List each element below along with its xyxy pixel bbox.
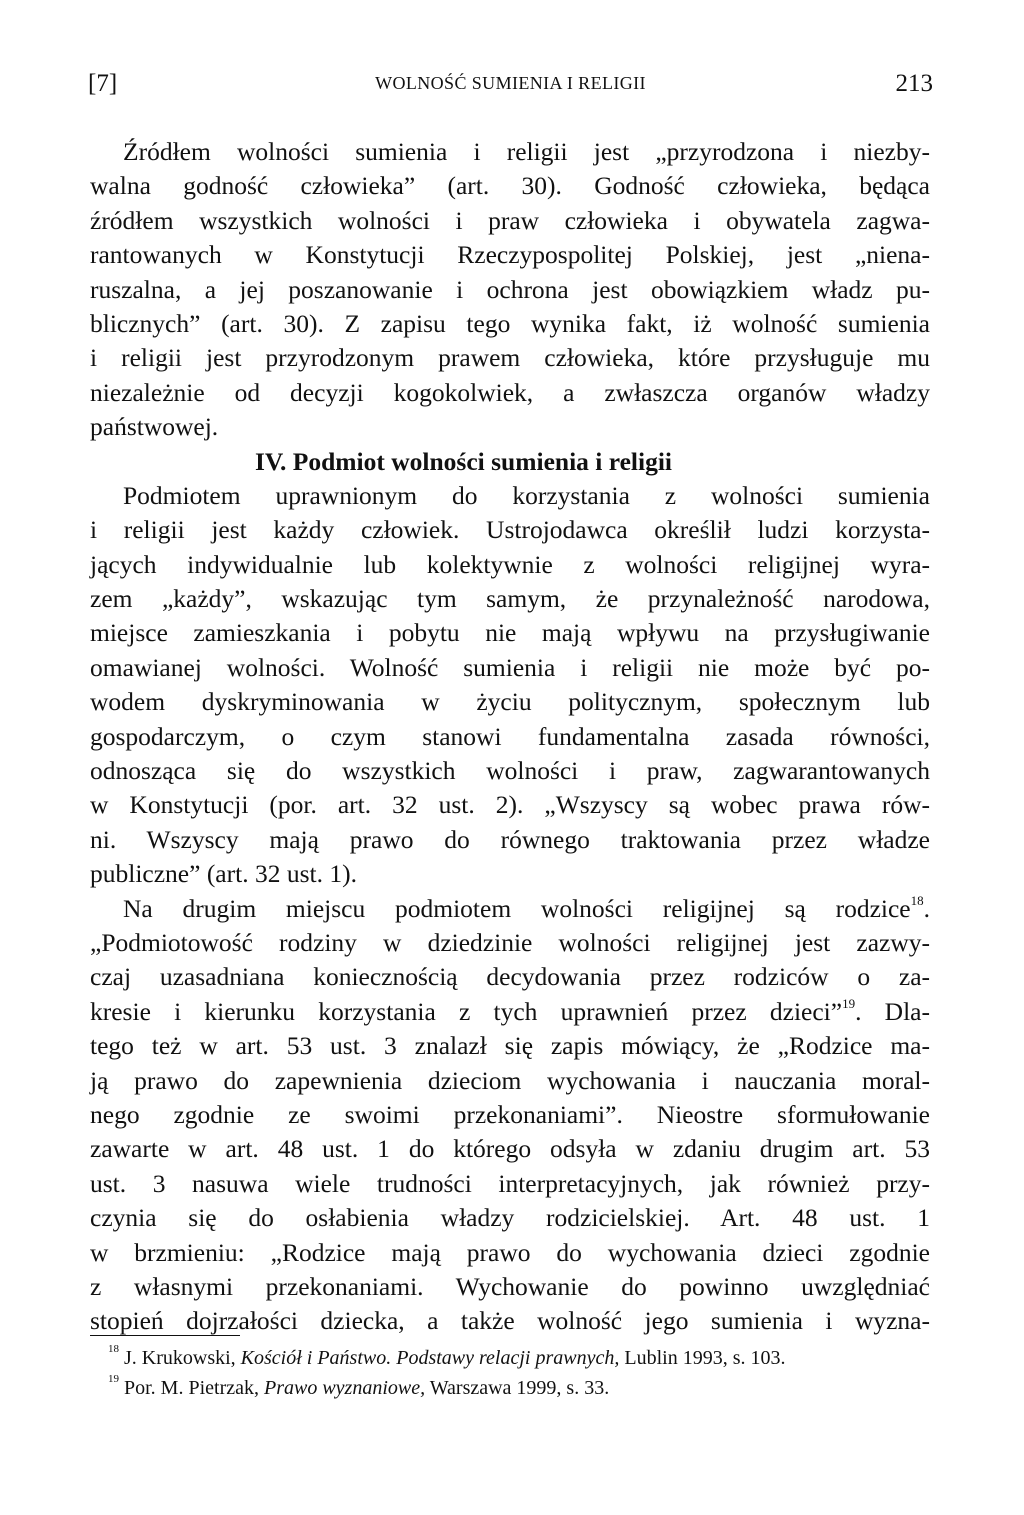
text-line bbox=[90, 720, 930, 754]
line-text: miejsce zamieszkania i pobytu nie mają wpływu na przysługiwanie bbox=[90, 618, 930, 648]
text-line bbox=[90, 273, 930, 307]
text-line bbox=[90, 1167, 930, 1201]
line-text: omawianej wolności. Wolność sumienia i religii nie może być po- bbox=[90, 652, 930, 682]
footnote-ref: 19 bbox=[842, 995, 856, 1011]
line-text: niezależnie od decyzji kogokolwiek, a zwłaszcza organów władzy bbox=[90, 377, 930, 407]
line-text: jących indywidualnie lub kolektywnie z wolności religijnej wyra- bbox=[90, 549, 930, 579]
chapter-marker: [7] bbox=[88, 70, 118, 97]
line-text: stopień dojrzałości dziecka, a także wolność jego sumienia i wyzna- bbox=[90, 1306, 930, 1336]
line-text: państwowej. bbox=[90, 412, 219, 442]
text-line bbox=[90, 651, 930, 685]
footnote-number: 18 bbox=[108, 1343, 119, 1355]
line-text: IV. Podmiot wolności sumienia i religii bbox=[255, 446, 673, 476]
text-line bbox=[90, 341, 930, 375]
page-number: 213 bbox=[895, 70, 933, 97]
text-line bbox=[90, 1029, 930, 1063]
footnote-title: Prawo wyznaniowe, bbox=[264, 1377, 426, 1399]
text-line bbox=[90, 754, 930, 788]
text-line bbox=[90, 1098, 930, 1132]
line-text: odnosząca się do wszystkich wolności i praw, zagwarantowanych bbox=[90, 756, 930, 786]
line-text: „Podmiotowość rodziny w dziedzinie wolności religijnej jest zazwy- bbox=[90, 927, 930, 957]
line-text: gospodarczym, o czym stanowi fundamentalna zasada równości, bbox=[90, 721, 930, 751]
footnote-text: Warszawa 1999, s. 33. bbox=[425, 1377, 610, 1399]
line-text: kresie i kierunku korzystania z tych uprawnień przez dzieci” bbox=[90, 996, 843, 1026]
line-text-tail: . Dla- bbox=[855, 996, 930, 1026]
text-line bbox=[90, 513, 930, 547]
line-text: w brzmieniu: „Rodzice mają prawo do wychowania dzieci zgodnie bbox=[90, 1237, 930, 1267]
text-line bbox=[90, 1236, 930, 1270]
footnote-title: Kościół i Państwo. Podstawy relacji prawnych, bbox=[240, 1347, 620, 1369]
line-text: blicznych” (art. 30). Z zapisu tego wynika fakt, iż wolność sumienia bbox=[90, 308, 930, 338]
text-line bbox=[90, 892, 930, 926]
text-line bbox=[90, 960, 930, 994]
text-line bbox=[90, 995, 930, 1029]
line-text: rantowanych w Konstytucji Rzeczypospolitej Polskiej, jest „niena- bbox=[90, 240, 930, 270]
line-text: ni. Wszyscy mają prawo do równego traktowania przez władze bbox=[90, 824, 930, 854]
footnotes bbox=[90, 1343, 930, 1403]
line-text: czynia się do osłabienia władzy rodzicielskiej. Art. 48 ust. 1 bbox=[90, 1203, 930, 1233]
text-line bbox=[90, 376, 930, 410]
text-line bbox=[90, 1304, 930, 1338]
line-text: publiczne” (art. 32 ust. 1). bbox=[90, 859, 357, 889]
line-text: i religii jest każdy człowiek. Ustrojodawca określił ludzi korzysta- bbox=[90, 515, 930, 545]
line-text: nego zgodnie ze swoimi przekonaniami”. Nieostre sformułowanie bbox=[90, 1099, 930, 1129]
line-text: zawarte w art. 48 ust. 1 do którego odsyła w zdaniu drugim art. 53 bbox=[90, 1134, 930, 1164]
text-line bbox=[90, 1270, 930, 1304]
line-text: Źródłem wolności sumienia i religii jest „przyrodzona i niezby- bbox=[123, 137, 930, 166]
text-line bbox=[90, 307, 930, 341]
text-line bbox=[90, 685, 930, 719]
text-line bbox=[90, 204, 930, 238]
line-text: walna godność człowieka” (art. 30). Godność człowieka, będąca bbox=[90, 171, 930, 201]
text-line bbox=[90, 238, 930, 272]
text-line bbox=[90, 582, 930, 616]
text-line bbox=[90, 926, 930, 960]
text-line bbox=[90, 1201, 930, 1235]
footnote-text: J. Krukowski, bbox=[119, 1347, 241, 1369]
page-header bbox=[88, 70, 933, 106]
section-heading bbox=[90, 445, 930, 479]
text-line bbox=[90, 410, 930, 444]
text-line bbox=[90, 616, 930, 650]
text-line bbox=[90, 548, 930, 582]
text-line bbox=[90, 857, 930, 891]
line-text: tego też w art. 53 ust. 3 znalazł się zapis mówiący, że „Rodzice ma- bbox=[90, 1031, 930, 1061]
line-text: wodem dyskryminowania w życiu politycznym, społecznym lub bbox=[90, 687, 930, 717]
text-line bbox=[90, 788, 930, 822]
line-text: Podmiotem uprawnionym do korzystania z wolności sumienia bbox=[123, 480, 930, 510]
line-text: ruszalna, a jej poszanowanie i ochrona jest obowiązkiem władz pu- bbox=[90, 274, 930, 304]
footnote-rule bbox=[90, 1335, 240, 1336]
footnote-text: Por. M. Pietrzak, bbox=[119, 1377, 264, 1399]
running-title: WOLNOŚĆ SUMIENIA I RELIGII bbox=[375, 73, 646, 93]
body-text bbox=[90, 135, 930, 1339]
line-text: Na drugim miejscu podmiotem wolności religijnej są rodzice bbox=[123, 893, 911, 923]
text-line bbox=[90, 169, 930, 203]
line-text: ją prawo do zapewnienia dzieciom wychowania i nauczania moral- bbox=[90, 1065, 930, 1095]
text-line bbox=[90, 1132, 930, 1166]
footnote-ref: 18 bbox=[910, 892, 924, 908]
footnote bbox=[90, 1343, 930, 1373]
footnote-number: 19 bbox=[108, 1373, 119, 1385]
line-text: czaj uzasadniana koniecznością decydowania przez rodziców o za- bbox=[90, 962, 930, 992]
line-text: i religii jest przyrodzonym prawem człowieka, które przysługuje mu bbox=[90, 343, 930, 373]
footnote bbox=[90, 1373, 930, 1403]
text-line bbox=[90, 1064, 930, 1098]
text-line bbox=[90, 135, 930, 169]
line-text: zem „każdy”, wskazując tym samym, że przynależność narodowa, bbox=[90, 584, 930, 614]
footnote-text: Lublin 1993, s. 103. bbox=[619, 1347, 786, 1369]
text-line bbox=[90, 823, 930, 857]
line-text: źródłem wszystkich wolności i praw człowieka i obywatela zagwa- bbox=[90, 205, 930, 235]
line-text: ust. 3 nasuwa wiele trudności interpretacyjnych, jak również przy- bbox=[90, 1168, 930, 1198]
line-text: z własnymi przekonaniami. Wychowanie do powinno uwzględniać bbox=[90, 1271, 930, 1301]
text-line bbox=[90, 479, 930, 513]
line-text: w Konstytucji (por. art. 32 ust. 2). „Wszyscy są wobec prawa rów- bbox=[90, 790, 930, 820]
line-text-tail: . bbox=[923, 893, 930, 923]
